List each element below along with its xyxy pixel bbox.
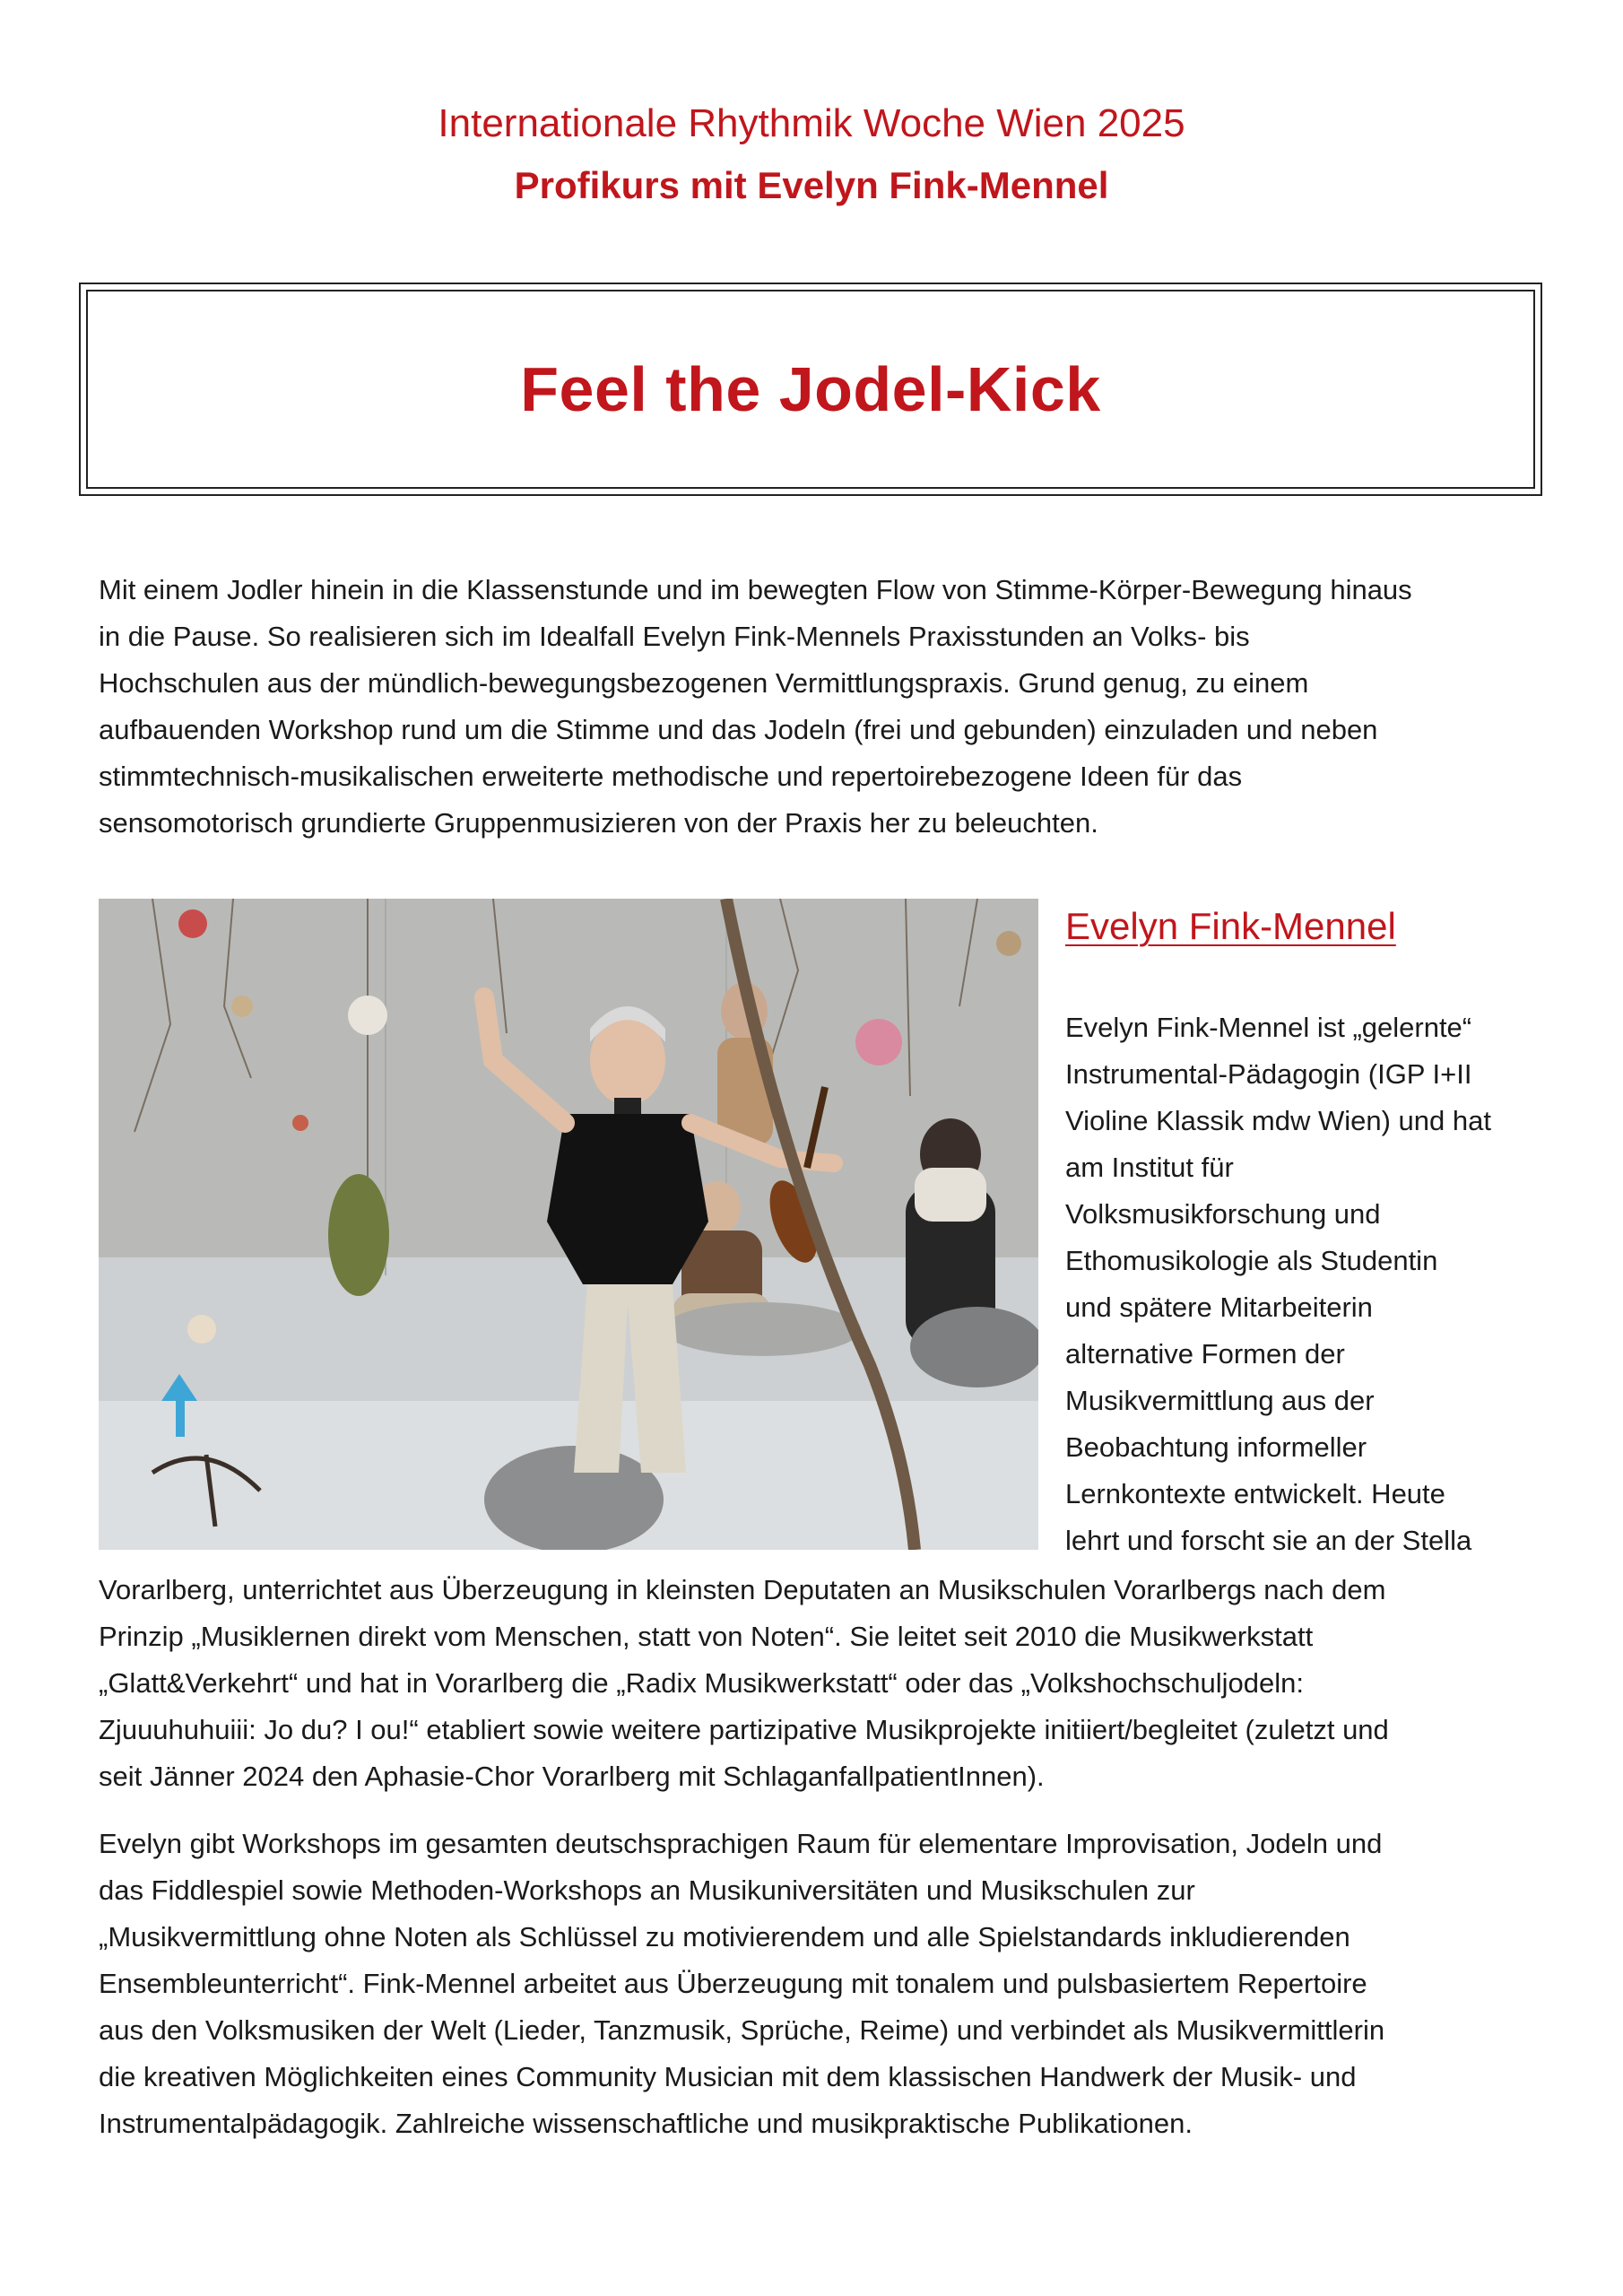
intro-line: aufbauenden Workshop rund um die Stimme und das Jodeln (frei und gebunden) einzuladen und neben: [99, 714, 1378, 745]
bio-line: seit Jänner 2024 den Aphasie-Chor Vorarlberg mit SchlaganfallpatientInnen).: [99, 1761, 1045, 1792]
bio-side-column: [1065, 1004, 1549, 1564]
bio-paragraph-continued: [99, 1567, 1533, 1800]
main-title: Feel the Jodel-Kick: [520, 354, 1101, 424]
course-title: Profikurs mit Evelyn Fink-Mennel: [514, 164, 1109, 206]
bio-line: Prinzip „Musiklernen direkt vom Menschen, statt von Noten“. Sie leitet seit 2010 die Musikwerkstatt: [99, 1621, 1314, 1652]
bio-line: Evelyn gibt Workshops im gesamten deutschsprachigen Raum für elementare Improvisation, Jodeln und: [99, 1828, 1383, 1859]
bio-line: „Glatt&Verkehrt“ und hat in Vorarlberg die „Radix Musikwerkstatt“ oder das „Volkshochschuljodeln:: [99, 1667, 1304, 1699]
bio-side-line: Musikvermittlung aus der: [1065, 1385, 1375, 1416]
bio-side-line: Ethomusikologie als Studentin: [1065, 1245, 1438, 1276]
bio-side-line: lehrt und forscht sie an der Stella: [1065, 1525, 1472, 1556]
intro-line: stimmtechnisch-musikalischen erweiterte methodische und repertoirebezogene Ideen für das: [99, 761, 1243, 792]
intro-line: in die Pause. So realisieren sich im Idealfall Evelyn Fink-Mennels Praxisstunden an Volks- bis: [99, 621, 1250, 652]
bio-line: „Musikvermittlung ohne Noten als Schlüssel zu motivierendem und alle Spielstandards inkludierenden: [99, 1921, 1350, 1952]
bio-side-line: am Institut für: [1065, 1152, 1234, 1183]
photo-illustration: [99, 899, 1038, 1550]
bio-line: Ensembleunterricht“. Fink-Mennel arbeitet aus Überzeugung mit tonalem und pulsbasiertem Repertoire: [99, 1968, 1367, 1999]
intro-paragraph: [99, 567, 1533, 847]
performance-photo: [99, 899, 1038, 1550]
bio-line: Zjuuuhuhuiii: Jo du? I ou!“ etabliert sowie weitere partizipative Musikprojekte initiiert/begleitet (zuletzt und: [99, 1714, 1389, 1745]
bio-paragraph-workshops: [99, 1821, 1533, 2147]
bio-side-line: Beobachtung informeller: [1065, 1431, 1367, 1463]
intro-line: Mit einem Jodler hinein in die Klassenstunde und im bewegten Flow von Stimme-Körper-Bewegung hinaus: [99, 574, 1412, 605]
bio-line: Vorarlberg, unterrichtet aus Überzeugung in kleinsten Deputaten an Musikschulen Vorarlbergs nach dem: [99, 1574, 1386, 1605]
bio-side-line: Violine Klassik mdw Wien) und hat: [1065, 1105, 1491, 1136]
bio-heading: Evelyn Fink-Mennel: [1065, 905, 1396, 947]
title-box-inner-border: [86, 290, 1535, 489]
bio-side-line: Evelyn Fink-Mennel ist „gelernte“: [1065, 1012, 1472, 1043]
bio-line: Instrumentalpädagogik. Zahlreiche wissenschaftliche und musikpraktische Publikationen.: [99, 2108, 1193, 2139]
bio-line: das Fiddlespiel sowie Methoden-Workshops an Musikuniversitäten und Musikschulen zur: [99, 1874, 1195, 1906]
bio-side-line: alternative Formen der: [1065, 1338, 1345, 1370]
event-title: Internationale Rhythmik Woche Wien 2025: [438, 101, 1185, 145]
intro-line: sensomotorisch grundierte Gruppenmusizieren von der Praxis her zu beleuchten.: [99, 807, 1098, 839]
bio-side-line: Instrumental-Pädagogin (IGP I+II: [1065, 1058, 1472, 1090]
bio-side-line: und spätere Mitarbeiterin: [1065, 1292, 1373, 1323]
bio-side-line: Lernkontexte entwickelt. Heute: [1065, 1478, 1445, 1509]
bio-line: aus den Volksmusiken der Welt (Lieder, Tanzmusik, Sprüche, Reime) und verbindet als Musikvermittlerin: [99, 2014, 1385, 2046]
title-box: [79, 283, 1542, 496]
bio-line: die kreativen Möglichkeiten eines Community Musician mit dem klassischen Handwerk der Musik- und: [99, 2061, 1357, 2092]
intro-line: Hochschulen aus der mündlich-bewegungsbezogenen Vermittlungspraxis. Grund genug, zu einem: [99, 667, 1309, 699]
bio-side-line: Volksmusikforschung und: [1065, 1198, 1381, 1230]
